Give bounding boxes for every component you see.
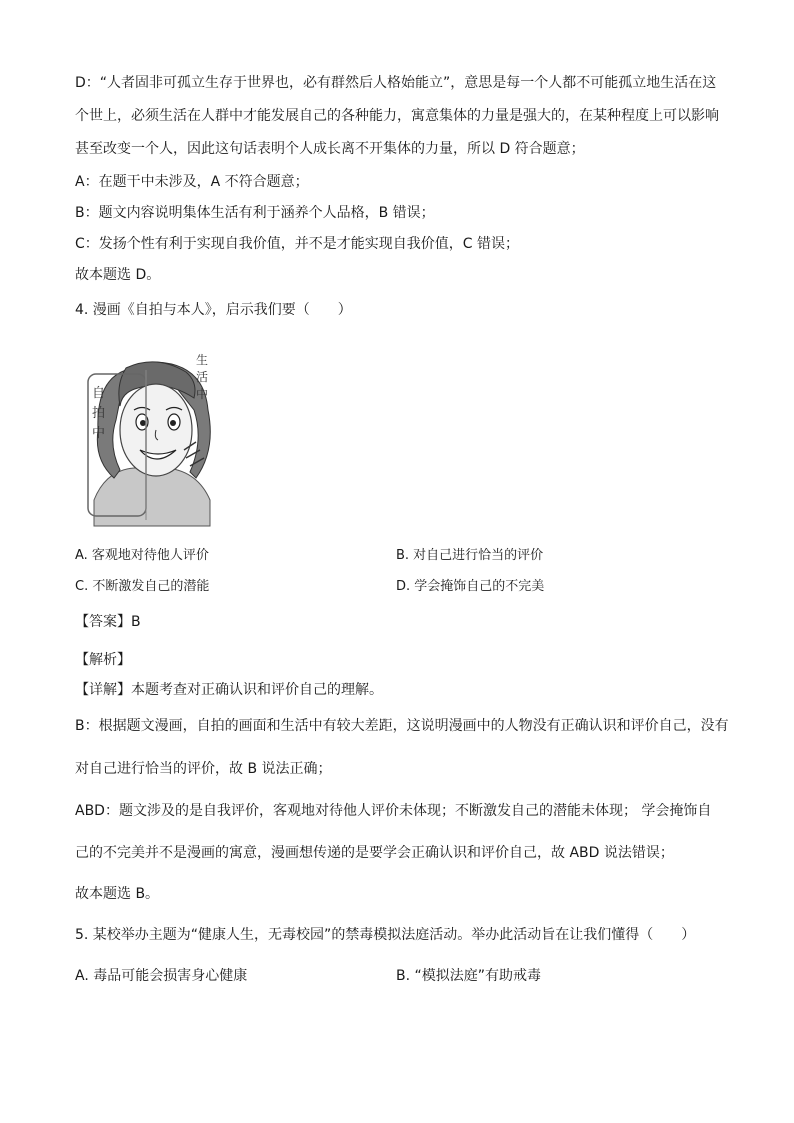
analysis-d-line-2: 个世上，必须生活在人群中才能发展自己的各种能力，寓意集体的力量是强大的，在某种程度上可以影响 [75,108,719,124]
answer-line: 【答案】B [75,614,141,630]
analysis-abd-line-1: ABD：题文涉及的是自我评价，客观地对待他人评价未体现；不断激发自己的潜能未体现； 学会掩饰自 [75,803,712,819]
analysis-conclusion: 故本题选 D。 [75,267,161,283]
analysis-b-line-2: 对自己进行恰当的评价，故 B 说法正确； [75,761,332,777]
question-4-conclusion: 故本题选 B。 [75,886,160,902]
label-selfie [92,384,108,444]
question-4-option-c: C. 不断激发自己的潜能 [75,579,210,594]
label-selfie-char: 中 [92,426,106,441]
label-real-life-char: 活 [196,370,209,384]
question-4-option-a: A. 客观地对待他人评价 [75,548,209,563]
question-4-option-d: D. 学会掩饰自己的不完美 [396,579,545,594]
label-real-life-char: 中 [196,387,209,401]
question-4-stem: 4. 漫画《自拍与本人》，启示我们要（ ） [75,302,352,318]
question-5-option-a: A. 毒品可能会损害身心健康 [75,968,248,984]
detail-line: 【详解】本题考查对正确认识和评价自己的理解。 [75,682,383,698]
analysis-d-line-3: 甚至改变一个人，因此这句话表明个人成长离不开集体的力量，所以 D 符合题意； [75,141,585,157]
analysis-c-line: C：发扬个性有利于实现自我价值，并不是才能实现自我价值，C 错误； [75,236,519,252]
selfie-cartoon-image [86,350,216,528]
analysis-d-line-1: D：“人者固非可孤立生存于世界也，必有群然后人格始能立”，意思是每一个人都不可能孤立地生活在这 [75,75,717,91]
analysis-abd-line-2: 己的不完美并不是漫画的寓意，漫画想传递的是要学会正确认识和评价自己，故 ABD 说法错误； [75,845,674,861]
label-real-life [196,352,212,403]
label-selfie-char: 拍 [92,406,106,421]
label-real-life-char: 生 [196,353,209,367]
analysis-b-line-1: B：根据题文漫画，自拍的画面和生活中有较大差距，这说明漫画中的人物没有正确认识和评价自己，没有 [75,718,729,734]
question-5-option-b: B. “模拟法庭”有助戒毒 [396,968,542,984]
question-5-stem: 5. 某校举办主题为“健康人生，无毒校园”的禁毒模拟法庭活动。举办此活动旨在让我们懂得（ ） [75,927,696,943]
analysis-b-line: B：题文内容说明集体生活有利于涵养个人品格，B 错误； [75,205,435,221]
analysis-label: 【解析】 [75,652,131,668]
analysis-a-line: A：在题干中未涉及，A 不符合题意； [75,174,309,190]
label-selfie-char: 自 [92,386,106,401]
question-4-option-b: B. 对自己进行恰当的评价 [396,548,544,563]
